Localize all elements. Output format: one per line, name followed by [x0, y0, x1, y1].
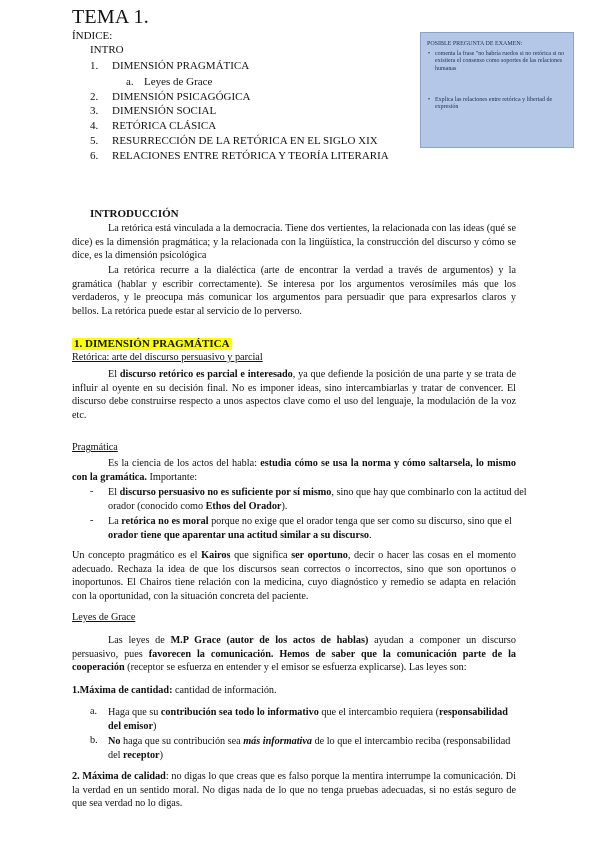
maxim-quantity: 1.Máxima de cantidad: cantidad de información.: [72, 685, 277, 696]
section-1-heading: 1. DIMENSIÓN PRAGMÁTICA: [74, 338, 230, 350]
toc-intro: INTRO: [90, 44, 124, 56]
grace-subheading: Leyes de Grace: [72, 612, 136, 623]
intro-paragraph-1: La retórica está vinculada a la democracia. Tiene dos vertientes, la relacionada con las ideas (qué se dice) es la dimensión pragmática; y la relacionada con la lingüística, la construcción del discurso y cómo se dice, es la dimensión psicológica: [72, 223, 516, 262]
pragmatica-paragraph: Es la ciencia de los actos del habla: estudia cómo se usa la norma y cómo saltarsela, lo mismo con la gramática. Importante:: [72, 458, 517, 483]
exam-box-item: • comenta la frase "no habría ruedos si no retórica si no existiera el consenso como soportes de las relaciones humanas: [428, 51, 565, 72]
bullet-moral: La retórica no es moral porque no exige que el orador tenga que ser como su discurso, sino que el orador tiene que aparentar una actitud similar a su discurso.: [108, 516, 512, 541]
pragmatica-subheading: Pragmática: [72, 442, 118, 453]
retorica-paragraph: El discurso retórico es parcial e interesado, ya que defiende la posición de una parte y se trata de influir al oyente en su decisión final. No es imponer ideas, sino intercambiarlas y tratar de convencer. El discurso debe construirse respecto a unos aspectos clave como el uso del lenguaje, la modulación de la voz etc.: [72, 369, 516, 421]
maxim-quantity-b: No haga que su contribución sea más informativa de lo que el intercambio reciba (responsabilidad del receptor): [108, 736, 511, 761]
exam-question-box: [420, 32, 574, 148]
list-marker: b.: [90, 735, 98, 746]
grace-paragraph: Las leyes de M.P Grace (autor de los actos de hablas) ayudan a componer un discurso persuasivo, pues favorecen la comunicación. Hemos de saber que la comunicación parte de la cooperación (receptor se esfuerza en entender y el emisor se esfuerza explicarse). Las leyes son:: [72, 635, 516, 674]
bullet-dash: -: [90, 486, 94, 497]
maxim-quantity-a: Haga que su contribución sea todo lo informativo que el intercambio requiera (responsabilidad del emisor): [108, 707, 508, 732]
maxim-quality: 2. Máxima de calidad: no digas lo que creas que es falso porque la mentira interrumpe la comunicación. Di la verdad en un sentido moral. No digas nada de lo que no tenga pruebas adecuadas, si no estás seguro de que sea verdad no lo digas.: [72, 771, 516, 810]
exam-box-item: • Explica las relaciones entre retórica y libertad de expresión: [428, 97, 553, 111]
bullet-ethos: El discurso persuasivo no es suficiente por sí mismo, sino que hay que combinarlo con la actitud del orador (conocido como Ethos del Orador).: [108, 487, 527, 512]
exam-box-title: POSIBLE PREGUNTA DE EXAMEN:: [427, 41, 523, 47]
page-title: TEMA 1.: [72, 6, 149, 28]
intro-paragraph-2: La retórica recurre a la dialéctica (arte de encontrar la verdad a través de argumentos) y la gramática (hablar y escribir correctamente). Se interesa por los argumentos verosímiles más que los verdaderos, y le preocupa más comunicar los argumentos para persuadir que para expresarlos claros y bellos. La retórica puede estar al servicio de lo perverso.: [72, 265, 516, 317]
intro-heading: INTRODUCCIÓN: [90, 208, 179, 220]
retorica-subheading: Retórica: arte del discurso persuasivo y parcial: [72, 352, 263, 363]
kairos-paragraph: Un concepto pragmático es el Kairos que significa ser oportuno, decir o hacer las cosas en el momento adecuado. Rechaza la idea de que los discursos sean correctos o incorrectos, sino que son oportunos o inoportunos. El Chairos tiene relación con la medicina, cuyo diagnóstico y remedio se adapta en relación con la oportunidad, con la situación concreta del paciente.: [72, 550, 516, 602]
list-marker: a.: [90, 706, 98, 717]
index-label: ÍNDICE:: [72, 30, 113, 42]
bullet-dash: -: [90, 515, 94, 526]
